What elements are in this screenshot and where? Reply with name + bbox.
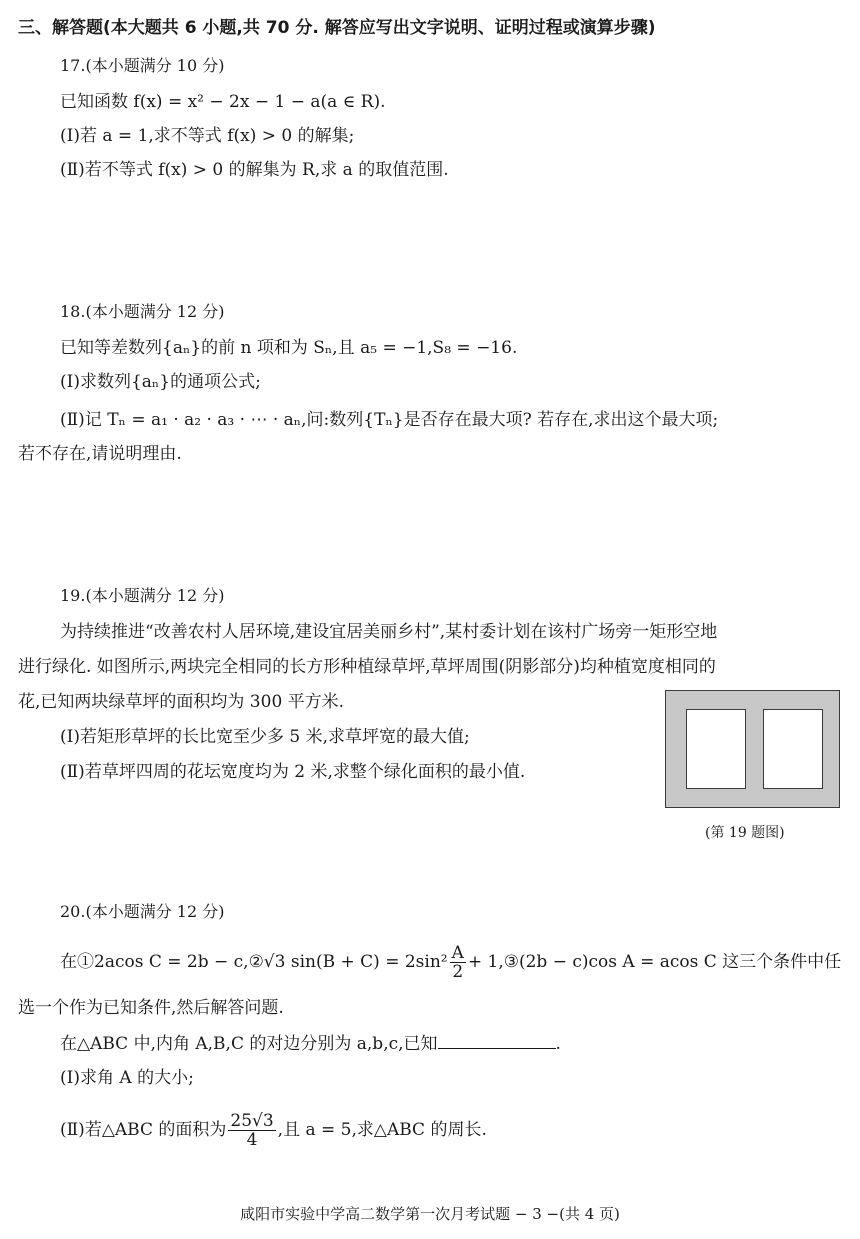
q20-cond-after: + 1,③(2b − c)cos A = acos C 这三个条件中任 xyxy=(467,952,842,972)
q18-part1: (Ⅰ)求数列{aₙ}的通项公式; xyxy=(60,372,261,392)
lawn-left xyxy=(686,709,746,789)
q20-part2-before: (Ⅱ)若△ABC 的面积为 xyxy=(60,1120,227,1140)
q18-stem: 已知等差数列{aₙ}的前 n 项和为 Sₙ,且 a₅ = −1,S₈ = −16. xyxy=(60,338,518,358)
q18-header: 18.(本小题满分 12 分) xyxy=(60,302,225,321)
q17-part1: (Ⅰ)若 a = 1,求不等式 f(x) > 0 的解集; xyxy=(60,126,355,146)
q18-part2-line1: (Ⅱ)记 Tₙ = a₁ · a₂ · a₃ · ⋯ · aₙ,问:数列{Tₙ}是否存在最大项? 若存在,求出这个最大项; xyxy=(60,410,719,430)
q19-figure-caption: (第 19 题图) xyxy=(705,825,785,841)
q19-stem-line2: 进行绿化. 如图所示,两块完全相同的长方形种植绿草坪,草坪周围(阴影部分)均种植宽度相同的 xyxy=(18,657,716,677)
q19-header: 19.(本小题满分 12 分) xyxy=(60,586,225,605)
page-footer: 咸阳市实验中学高二数学第一次月考试题 − 3 −(共 4 页) xyxy=(240,1205,620,1223)
q19-part1: (Ⅰ)若矩形草坪的长比宽至少多 5 米,求草坪宽的最大值; xyxy=(60,727,470,747)
q20-area-fraction xyxy=(228,1112,275,1149)
q17-stem: 已知函数 f(x) = x² − 2x − 1 − a(a ∈ R). xyxy=(60,92,386,112)
q20-conditions xyxy=(60,944,841,981)
q20-part2 xyxy=(60,1110,487,1150)
q20-area-frac-num: 25√3 xyxy=(230,1111,274,1131)
q17-part2: (Ⅱ)若不等式 f(x) > 0 的解集为 R,求 a 的取值范围. xyxy=(60,160,449,180)
q20-cond-fraction xyxy=(450,944,466,981)
q20-part2-after: ,且 a = 5,求△ABC 的周长. xyxy=(277,1120,487,1140)
q18-part2-line2: 若不存在,请说明理由. xyxy=(18,444,182,464)
q20-part1: (Ⅰ)求角 A 的大小; xyxy=(60,1068,194,1088)
q20-cond-before: 在①2acos C = 2b − c,②√3 sin(B + C) = 2sin² xyxy=(60,952,448,972)
q19-stem-line3: 花,已知两块绿草坪的面积均为 300 平方米. xyxy=(18,692,345,712)
q20-given-before: 在△ABC 中,内角 A,B,C 的对边分别为 a,b,c,已知 xyxy=(60,1034,438,1054)
q20-given-after: . xyxy=(555,1034,561,1054)
q20-cond-frac-num: A xyxy=(451,943,464,963)
q20-cond-frac-den: 2 xyxy=(452,962,464,982)
q20-given xyxy=(60,1030,561,1056)
q20-header: 20.(本小题满分 12 分) xyxy=(60,902,225,921)
q17-header: 17.(本小题满分 10 分) xyxy=(60,56,225,75)
q20-cond-line2: 选一个作为已知条件,然后解答问题. xyxy=(18,998,284,1018)
q19-figure xyxy=(665,690,840,808)
section-title: 三、解答题(本大题共 6 小题,共 70 分. 解答应写出文字说明、证明过程或演算步骤) xyxy=(18,18,656,38)
q20-area-frac-den: 4 xyxy=(246,1130,258,1150)
q19-stem-line1: 为持续推进“改善农村人居环境,建设宜居美丽乡村”,某村委计划在该村广场旁一矩形空地 xyxy=(60,622,718,642)
q19-part2: (Ⅱ)若草坪四周的花坛宽度均为 2 米,求整个绿化面积的最小值. xyxy=(60,762,526,782)
lawn-right xyxy=(763,709,823,789)
answer-blank xyxy=(438,1030,556,1049)
